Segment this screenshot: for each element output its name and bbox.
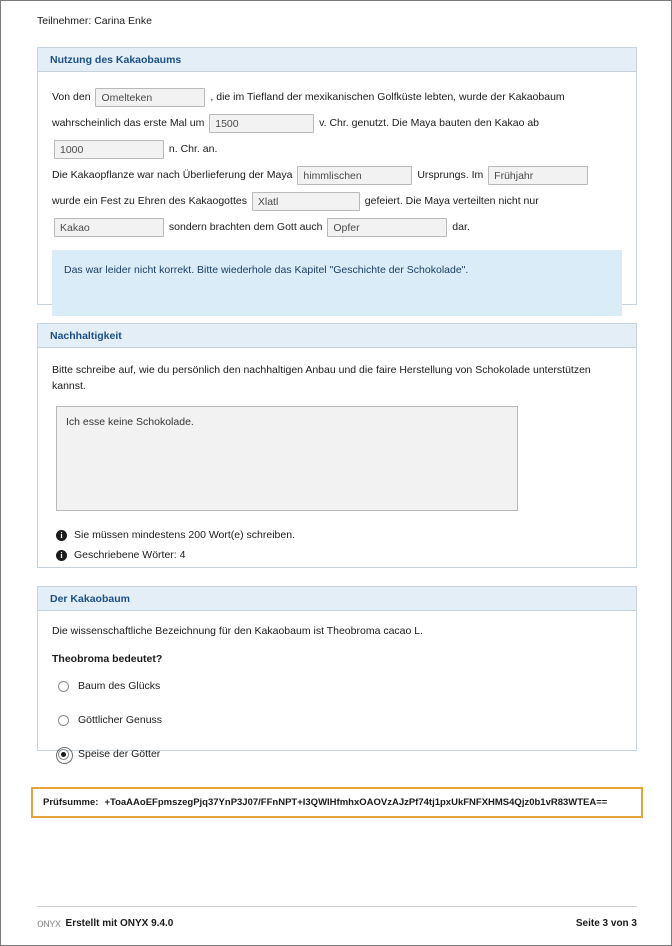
usage-text-6: Die Kakaopflanze war nach Überlieferung der Maya — [52, 169, 293, 181]
tree-intro: Die wissenschaftliche Bezeichnung für den Kakaobaum ist Theobroma cacao L. — [52, 625, 424, 637]
page-number: Seite 3 von 3 — [575, 917, 637, 929]
option-row-0[interactable] — [58, 678, 622, 694]
usage-text-4: v. Chr. genutzt. Die Maya bauten den Kakao ab — [319, 117, 540, 129]
brand-text: Erstellt mit ONYX 9.4.0 — [65, 917, 174, 929]
participant-label: Teilnehmer: Carina Enke — [37, 15, 152, 27]
onyx-logo-icon: ᴏɴʏx — [37, 916, 61, 930]
checksum-label: Prüfsumme: — [43, 797, 99, 808]
section-sustainability — [37, 323, 637, 568]
section-usage — [37, 47, 637, 305]
section-tree-title: Der Kakaobaum — [38, 587, 636, 611]
section-usage-title: Nutzung des Kakaobaums — [38, 48, 636, 72]
brand — [37, 916, 173, 930]
usage-text-2: , die im Tiefland der mexikanischen Golfküste lebten, wurde der Kakaobaum — [210, 91, 565, 103]
info-icon: i — [56, 550, 67, 561]
usage-blank-5[interactable]: Frühjahr — [488, 166, 588, 185]
usage-blank-3[interactable]: 1000 — [54, 140, 164, 159]
info-icon: i — [56, 530, 67, 541]
usage-line-4 — [52, 162, 622, 188]
usage-blank-6[interactable]: Xlatl — [252, 192, 360, 211]
usage-text-5: n. Chr. an. — [168, 143, 218, 155]
sustainability-answer-textarea[interactable]: Ich esse keine Schokolade. — [56, 406, 518, 511]
usage-blank-4[interactable]: himmlischen — [297, 166, 412, 185]
radio-button-selected-icon[interactable] — [58, 749, 69, 760]
usage-text-7: Ursprungs. Im — [417, 169, 484, 181]
section-sustainability-body — [38, 348, 636, 577]
page-footer — [37, 916, 637, 930]
usage-line-2 — [52, 110, 622, 136]
usage-blank-2[interactable]: 1500 — [209, 114, 314, 133]
section-sustainability-title: Nachhaltigkeit — [38, 324, 636, 348]
option-row-1[interactable] — [58, 712, 622, 728]
usage-text-9: gefeiert. Die Maya verteilten nicht nur — [364, 195, 539, 207]
usage-line-5 — [52, 188, 622, 214]
note-min-words-text: Sie müssen mindestens 200 Wort(e) schreiben. — [74, 529, 295, 541]
usage-text-1: Von den — [52, 91, 91, 103]
tree-question: Theobroma bedeutet? — [52, 653, 163, 665]
note-word-count-text: Geschriebene Wörter: 4 — [74, 549, 186, 561]
sustainability-prompt: Bitte schreibe auf, wie du persönlich den nachhaltigen Anbau und die faire Herstellung von Schokolade unterstützen kannst. — [52, 364, 591, 392]
usage-text-3: wahrscheinlich das erste Mal um — [52, 117, 205, 129]
usage-feedback: Das war leider nicht korrekt. Bitte wiederhole das Kapitel "Geschichte der Schokolade". — [52, 250, 622, 316]
section-tree — [37, 586, 637, 760]
option-label-1: Göttlicher Genuss — [78, 714, 163, 726]
section-tree-body — [38, 611, 636, 792]
usage-line-1 — [52, 84, 622, 110]
checksum-value: +ToaAAoEFpmszegPjq37YnP3J07/FFnNPT+I3QWlHfmhxOAOVzAJzPf74tj1pxUkFNFXHMS4Qjz0b1vR83WTEA== — [104, 797, 608, 808]
radio-button-icon[interactable] — [58, 715, 69, 726]
usage-blank-1[interactable]: Omelteken — [95, 88, 205, 107]
radio-button-icon[interactable] — [58, 681, 69, 692]
usage-text-11: dar. — [452, 221, 470, 233]
usage-line-3 — [52, 136, 622, 162]
note-word-count — [56, 545, 622, 565]
usage-text-10: sondern brachten dem Gott auch — [168, 221, 323, 233]
sustainability-notes — [52, 525, 622, 565]
usage-line-6 — [52, 214, 622, 240]
footer-divider — [37, 906, 637, 907]
usage-text-8: wurde ein Fest zu Ehren des Kakaogottes — [52, 195, 247, 207]
note-min-words — [56, 525, 622, 545]
option-row-2[interactable] — [58, 746, 622, 762]
usage-blank-7[interactable]: Kakao — [54, 218, 164, 237]
option-label-2: Speise der Götter — [78, 748, 161, 760]
checksum-box — [31, 787, 643, 818]
section-usage-body — [38, 72, 636, 328]
option-label-0: Baum des Glücks — [78, 680, 161, 692]
usage-blank-8[interactable]: Opfer — [327, 218, 447, 237]
